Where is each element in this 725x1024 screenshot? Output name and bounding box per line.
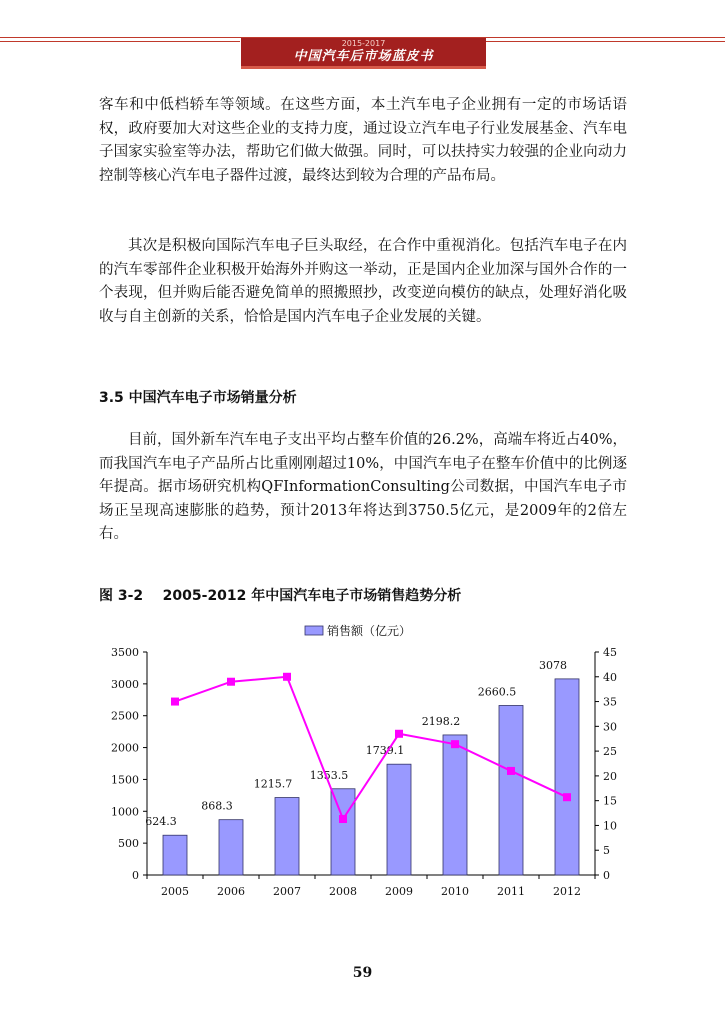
bar-data-label: 868.3	[201, 799, 233, 813]
bar-data-label: 3078	[539, 658, 567, 672]
paragraph-2: 其次是积极向国际汽车电子巨头取经，在合作中重视消化。包括汽车电子在内的汽车零部件企业积极开始海外并购这一举动，正是国内企业加深与国外合作的一个表现，但并购后能否避免简单的照搬照抄，改变逆向模仿的缺点，处理好消化吸收与自主创新的关系，恰恰是国内汽车电子企业发展的关键。	[99, 238, 627, 325]
bar	[331, 789, 355, 875]
line-point	[171, 698, 179, 706]
line-point	[395, 730, 403, 738]
line-point	[507, 767, 515, 775]
bar-data-label: 1353.5	[309, 768, 349, 782]
y-tick-label-left: 3000	[111, 677, 139, 691]
bar	[443, 735, 467, 875]
bar	[163, 835, 187, 875]
x-tick-label: 2005	[161, 885, 189, 898]
line-point	[563, 793, 571, 801]
bar-data-label: 1739.1	[365, 744, 405, 758]
page-number: 59	[352, 965, 373, 981]
bar-data-label: 1215.7	[253, 777, 293, 791]
bar-data-label: 624.3	[145, 815, 177, 829]
y-tick-label-left: 1000	[111, 805, 139, 819]
legend-swatch	[305, 626, 323, 635]
line-point	[283, 673, 291, 681]
y-tick-label-left: 3500	[111, 646, 139, 659]
bar-data-label: 2198.2	[421, 714, 461, 728]
y-tick-label-left: 2000	[111, 741, 139, 755]
legend-label: 销售额（亿元）	[327, 624, 412, 638]
x-tick-label: 2012	[553, 885, 581, 898]
y-tick-label-right: 15	[603, 794, 617, 808]
bar-data-label: 2660.5	[477, 685, 517, 699]
x-tick-label: 2007	[273, 885, 301, 898]
line-point	[451, 740, 459, 748]
bar	[275, 798, 299, 875]
y-tick-label-right: 25	[603, 745, 617, 759]
line-point	[339, 815, 347, 823]
x-tick-label: 2006	[217, 885, 245, 898]
header-rule-right	[486, 41, 725, 42]
y-tick-label-left: 2500	[111, 709, 139, 723]
y-tick-label-left: 0	[132, 869, 139, 882]
y-tick-label-right: 35	[603, 695, 617, 709]
y-tick-label-right: 0	[603, 869, 610, 882]
y-tick-label-right: 20	[603, 769, 617, 783]
y-tick-label-right: 10	[603, 819, 617, 833]
bar	[387, 764, 411, 875]
bar	[555, 679, 579, 875]
section-heading: 3.5 中国汽车电子市场销量分析	[99, 390, 297, 406]
header-rule-left	[0, 41, 240, 42]
x-tick-label: 2008	[329, 885, 357, 898]
bar	[499, 705, 523, 875]
paragraph-1: 客车和中低档轿车等领域。在这些方面，本土汽车电子企业拥有一定的市场话语权，政府要加大对这些企业的支持力度，通过设立汽车电子行业发展基金、汽车电子国家实验室等办法，帮助它们做大做强。同时，可以扶持实力较强的企业向动力控制等核心汽车电子器件过渡，最终达到较为合理的产品布局。	[99, 97, 627, 184]
y-tick-label-left: 500	[118, 837, 139, 851]
y-tick-label-right: 5	[603, 844, 610, 858]
sales-chart	[100, 620, 640, 910]
header-banner	[241, 38, 486, 69]
bar	[219, 820, 243, 875]
y-tick-label-right: 30	[603, 720, 617, 734]
y-tick-label-right: 40	[603, 670, 617, 684]
x-tick-label: 2011	[497, 885, 525, 898]
x-tick-label: 2009	[385, 885, 413, 898]
header-years: 2015-2017	[341, 39, 386, 48]
chart-svg	[100, 620, 640, 910]
y-tick-label-right: 45	[603, 646, 617, 659]
header-title: 中国汽车后市场蓝皮书	[293, 49, 434, 64]
x-tick-label: 2010	[441, 885, 469, 898]
y-tick-label-left: 1500	[111, 773, 139, 787]
line-point	[227, 678, 235, 686]
paragraph-3: 目前，国外新车汽车电子支出平均占整车价值的26.2%，高端车将近占40%，而我国汽车电子产品所占比重刚刚超过10%，中国汽车电子在整车价值中的比例逐年提高。据市场研究机构QFInformationConsulting公司数据，中国汽车电子市场正呈现高速膨胀的趋势，预计2013年将达到3750.5亿元，是2009年的2倍左右。	[99, 432, 627, 542]
figure-caption: 图 3-2 2005-2012 年中国汽车电子市场销售趋势分析	[99, 588, 462, 604]
